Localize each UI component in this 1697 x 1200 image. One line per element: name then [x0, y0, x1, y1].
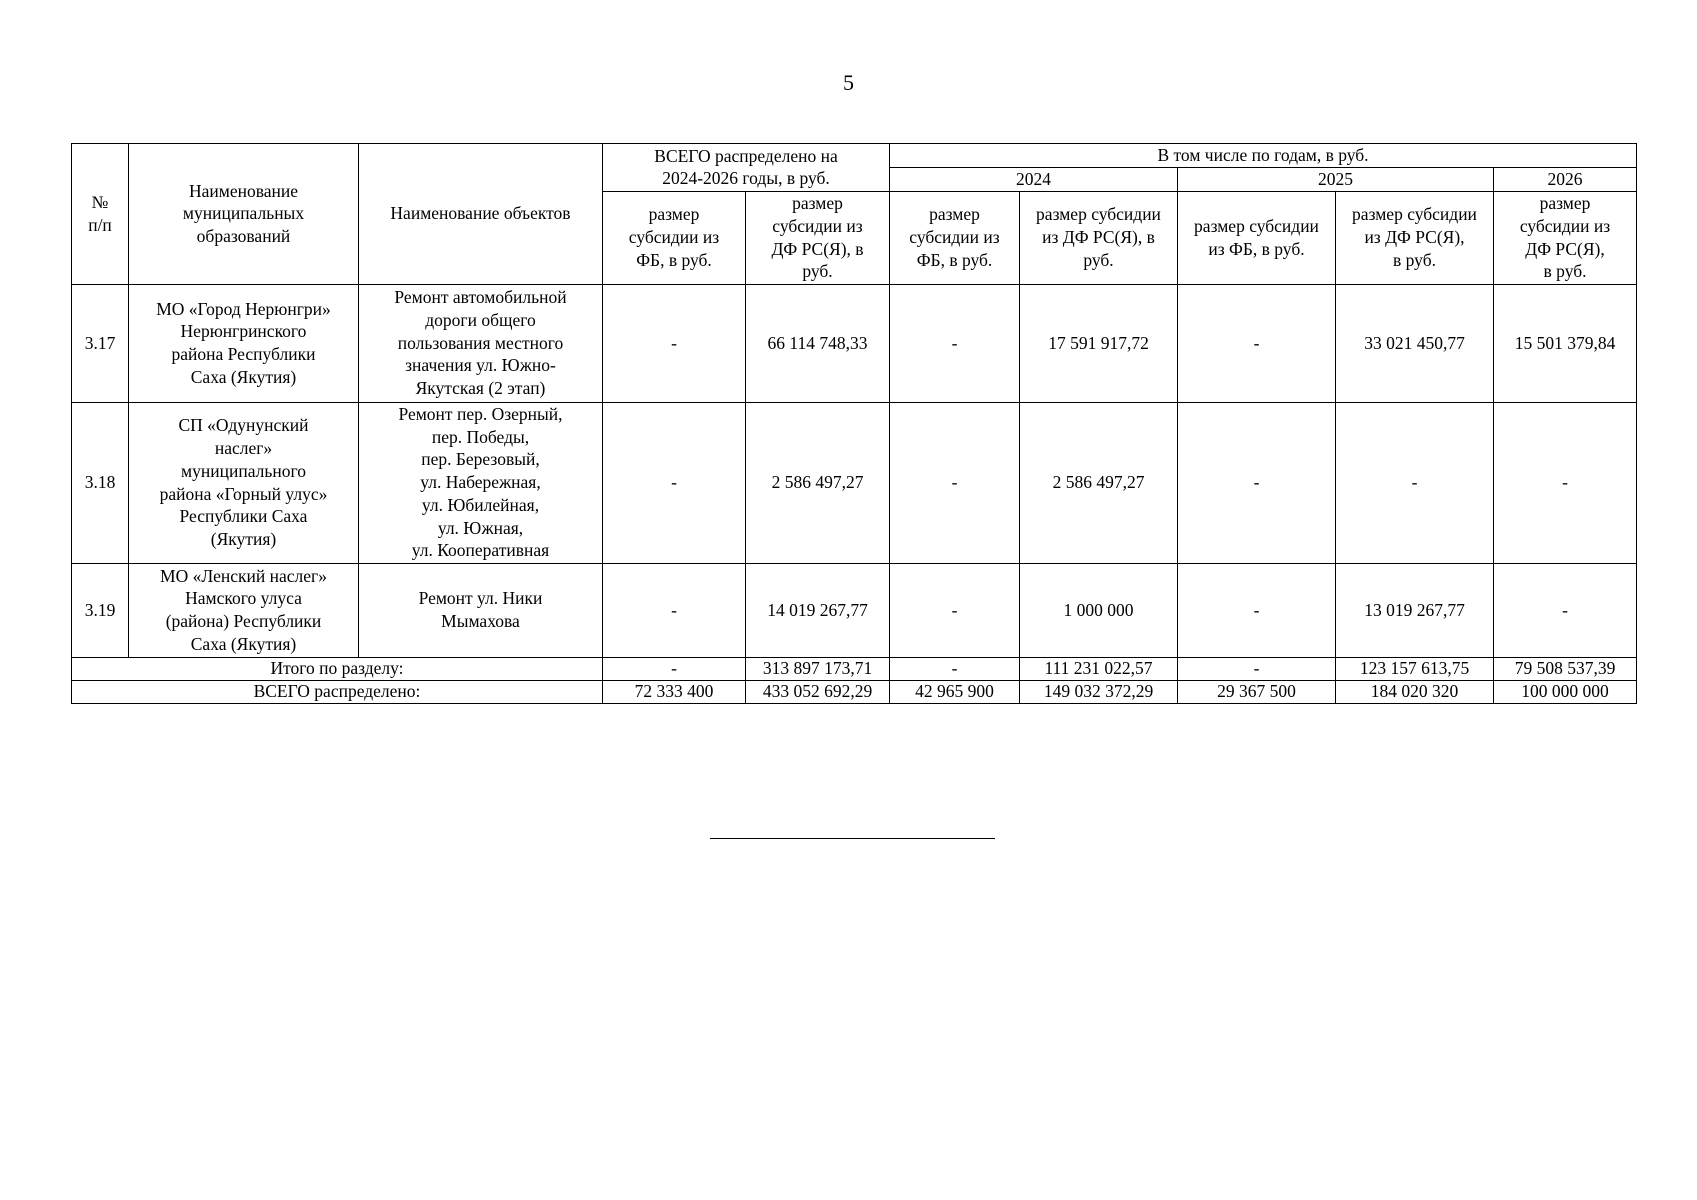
subsidy-distribution-table	[71, 143, 1637, 704]
row-2025-fb: -	[1178, 402, 1336, 563]
row-2025-df: -	[1336, 402, 1494, 563]
header-total-df: размер субсидии из ДФ РС(Я), в руб.	[746, 191, 890, 284]
grand-2026-df: 100 000 000	[1494, 680, 1637, 703]
row-2025-fb: -	[1178, 284, 1336, 402]
section-total-label: Итого по разделу:	[72, 657, 603, 680]
section-total-fb: -	[603, 657, 746, 680]
row-municipality: СП «Одунунский наслег» муниципального района «Горный улус» Республики Саха (Якутия)	[129, 402, 359, 563]
table-row	[72, 402, 1637, 563]
page-number: 5	[843, 70, 854, 95]
header-year-2025: 2025	[1178, 167, 1494, 191]
header-objects: Наименование объектов	[359, 144, 603, 285]
row-2025-df: 13 019 267,77	[1336, 563, 1494, 657]
row-2026-df: -	[1494, 402, 1637, 563]
row-2024-fb: -	[890, 284, 1020, 402]
row-total-fb: -	[603, 284, 746, 402]
row-num: 3.18	[72, 402, 129, 563]
row-2026-df: 15 501 379,84	[1494, 284, 1637, 402]
table-row	[72, 563, 1637, 657]
row-2024-df: 17 591 917,72	[1020, 284, 1178, 402]
section-total-row	[72, 657, 1637, 680]
header-municipality: Наименование муниципальных образований	[129, 144, 359, 285]
header-2024-fb: размер субсидии из ФБ, в руб.	[890, 191, 1020, 284]
row-total-fb: -	[603, 563, 746, 657]
section-2025-fb: -	[1178, 657, 1336, 680]
row-num: 3.19	[72, 563, 129, 657]
grand-2025-fb: 29 367 500	[1178, 680, 1336, 703]
header-year-2024: 2024	[890, 167, 1178, 191]
row-2025-df: 33 021 450,77	[1336, 284, 1494, 402]
row-2024-df: 1 000 000	[1020, 563, 1178, 657]
grand-2024-fb: 42 965 900	[890, 680, 1020, 703]
row-objects: Ремонт ул. Ники Мымахова	[359, 563, 603, 657]
section-2026-df: 79 508 537,39	[1494, 657, 1637, 680]
section-2024-df: 111 231 022,57	[1020, 657, 1178, 680]
row-num: 3.17	[72, 284, 129, 402]
row-2024-fb: -	[890, 563, 1020, 657]
row-2024-df: 2 586 497,27	[1020, 402, 1178, 563]
section-total-df: 313 897 173,71	[746, 657, 890, 680]
header-by-years-group: В том числе по годам, в руб.	[890, 144, 1637, 168]
table-row	[72, 284, 1637, 402]
header-total-fb: размер субсидии из ФБ, в руб.	[603, 191, 746, 284]
header-num: № п/п	[72, 144, 129, 285]
header-2024-df: размер субсидии из ДФ РС(Я), в руб.	[1020, 191, 1178, 284]
row-municipality: МО «Город Нерюнгри» Нерюнгринского района Республики Саха (Якутия)	[129, 284, 359, 402]
row-total-fb: -	[603, 402, 746, 563]
section-2025-df: 123 157 613,75	[1336, 657, 1494, 680]
header-2026-df: размер субсидии из ДФ РС(Я), в руб.	[1494, 191, 1637, 284]
grand-2024-df: 149 032 372,29	[1020, 680, 1178, 703]
grand-2025-df: 184 020 320	[1336, 680, 1494, 703]
row-2026-df: -	[1494, 563, 1637, 657]
row-total-df: 14 019 267,77	[746, 563, 890, 657]
row-municipality: МО «Ленский наслег» Намского улуса (района) Республики Саха (Якутия)	[129, 563, 359, 657]
row-objects: Ремонт автомобильной дороги общего пользования местного значения ул. Южно- Якутская (2 этап)	[359, 284, 603, 402]
section-2024-fb: -	[890, 657, 1020, 680]
grand-total-label: ВСЕГО распределено:	[72, 680, 603, 703]
header-year-2026: 2026	[1494, 167, 1637, 191]
header-total-group: ВСЕГО распределено на 2024-2026 годы, в руб.	[603, 144, 890, 192]
row-total-df: 66 114 748,33	[746, 284, 890, 402]
grand-total-row	[72, 680, 1637, 703]
row-objects: Ремонт пер. Озерный, пер. Победы, пер. Березовый, ул. Набережная, ул. Юбилейная, ул. Южная, ул. Кооперативная	[359, 402, 603, 563]
header-2025-df: размер субсидии из ДФ РС(Я), в руб.	[1336, 191, 1494, 284]
row-2025-fb: -	[1178, 563, 1336, 657]
grand-total-df: 433 052 692,29	[746, 680, 890, 703]
row-total-df: 2 586 497,27	[746, 402, 890, 563]
header-2025-fb: размер субсидии из ФБ, в руб.	[1178, 191, 1336, 284]
row-2024-fb: -	[890, 402, 1020, 563]
grand-total-fb: 72 333 400	[603, 680, 746, 703]
separator-line	[710, 838, 995, 839]
